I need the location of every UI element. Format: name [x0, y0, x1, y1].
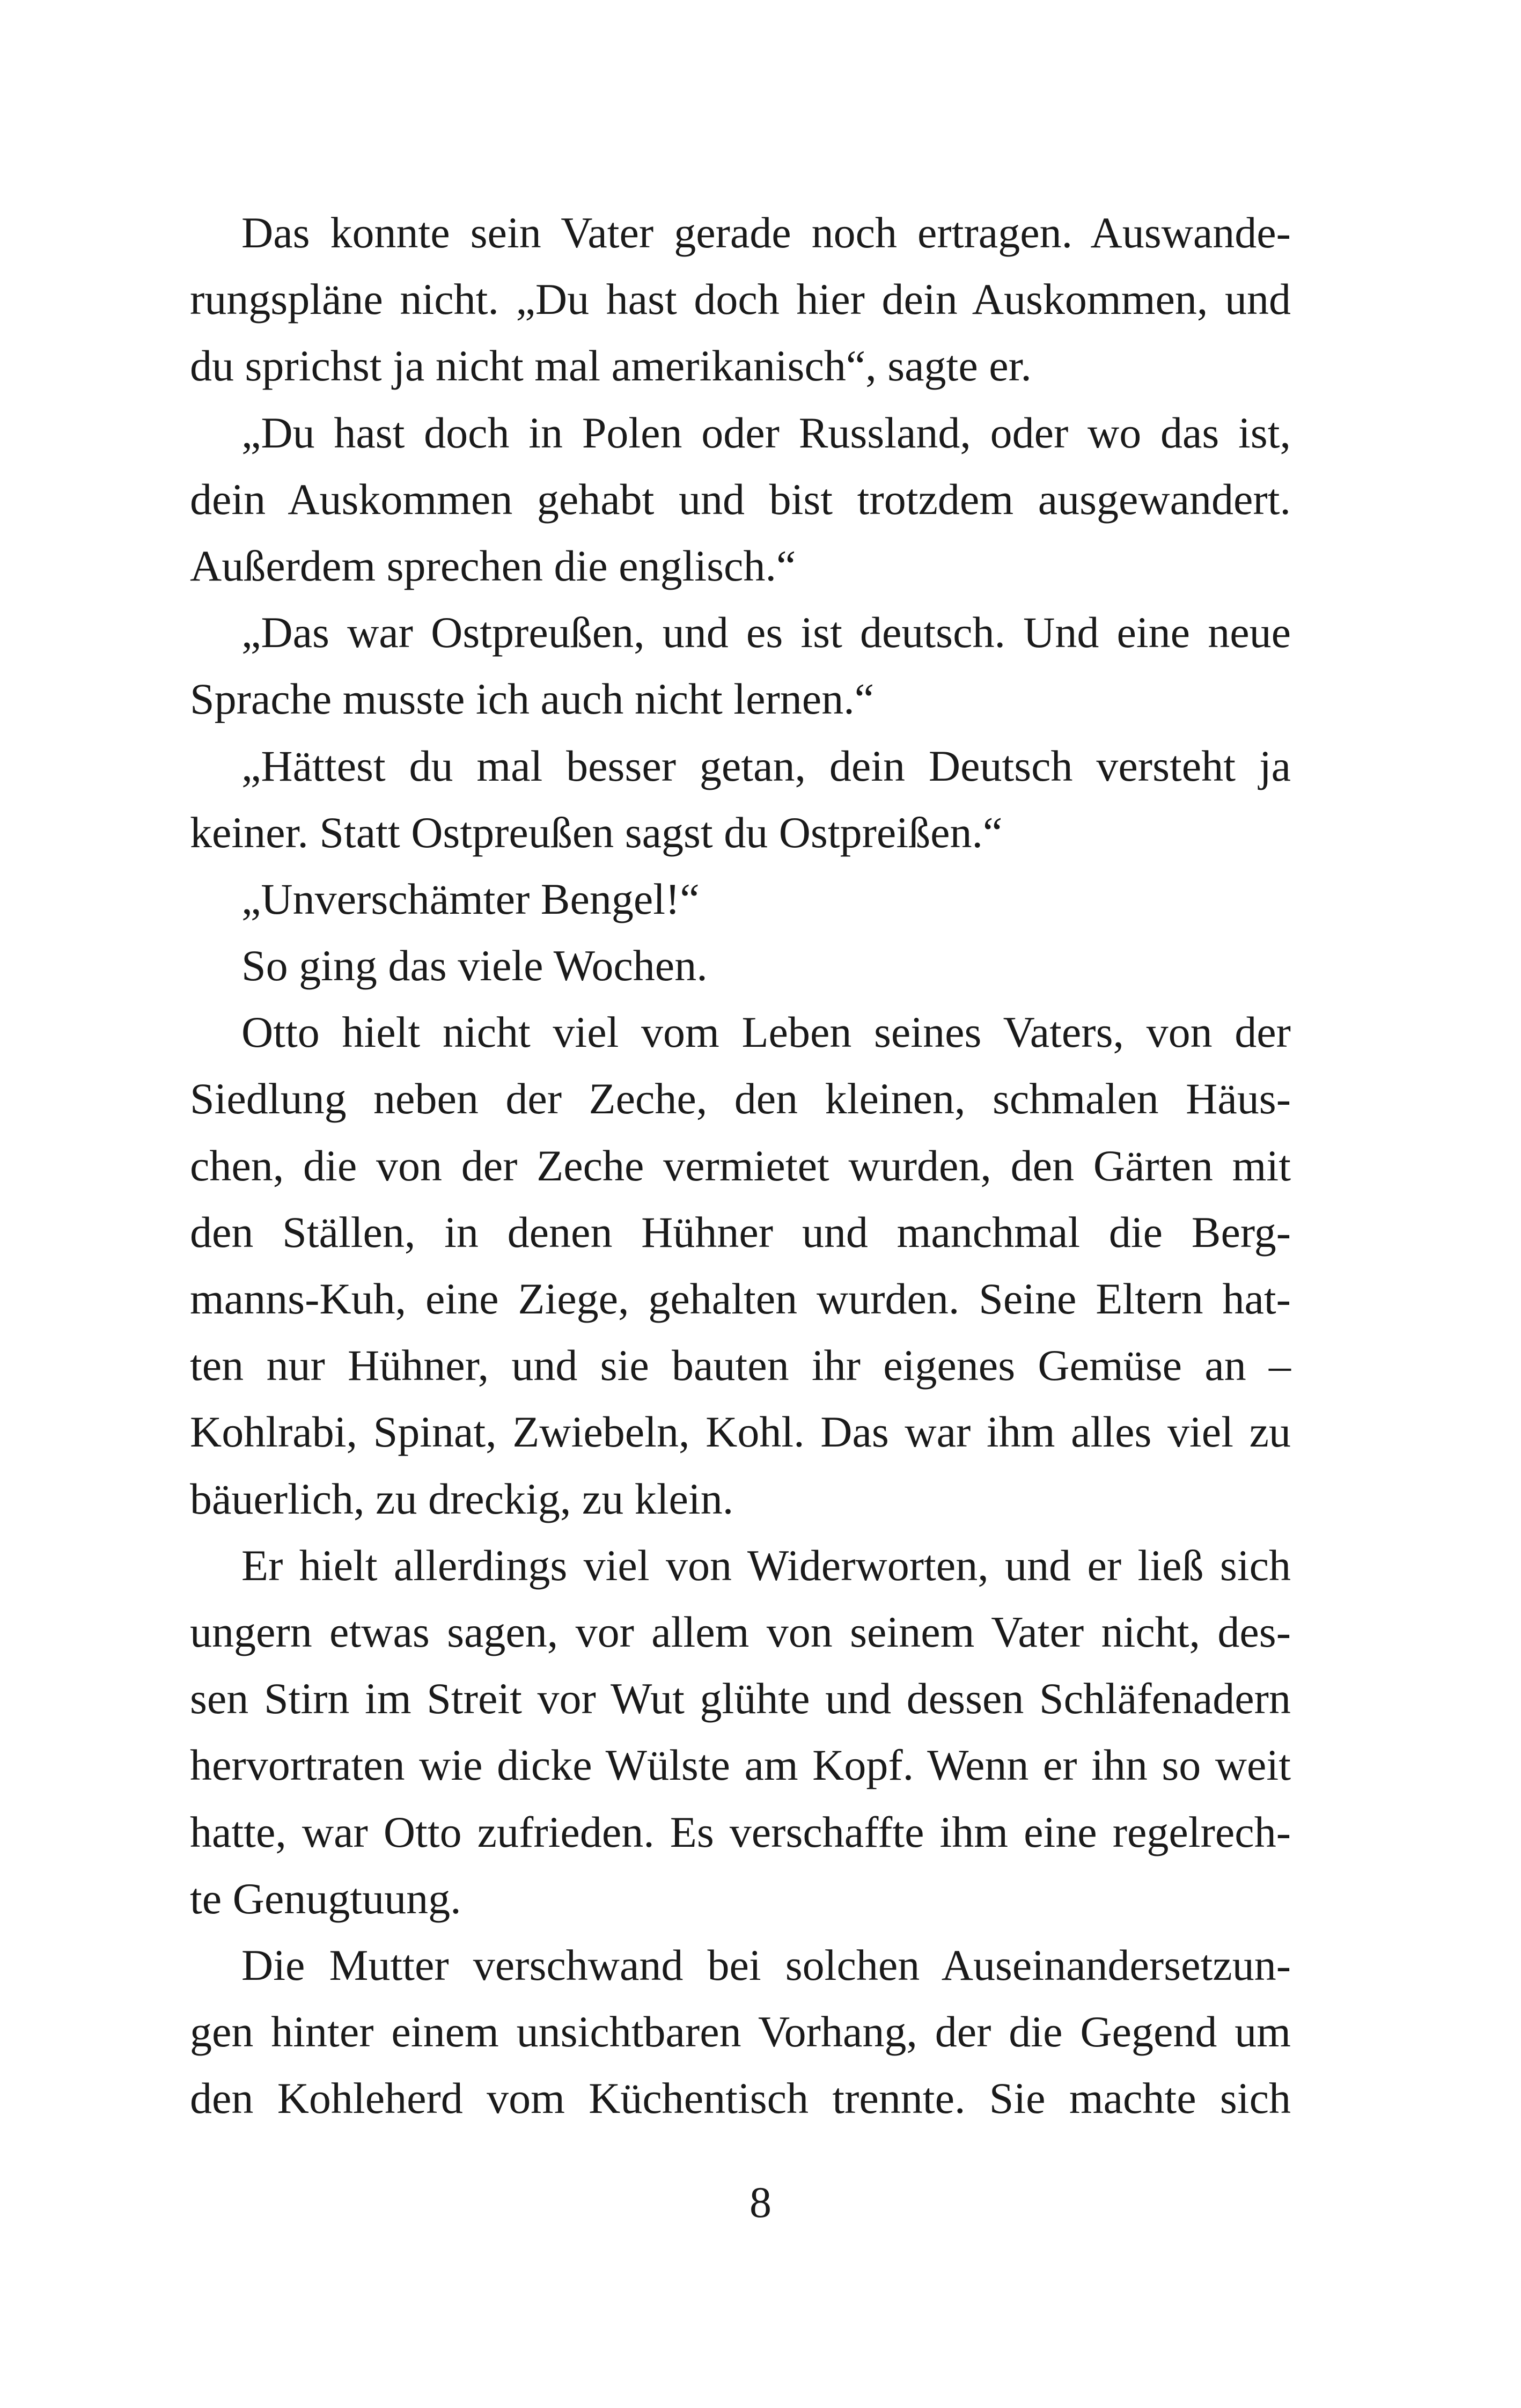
text-line: keiner. Statt Ostpreußen sagst du Ostpreißen.“ — [190, 807, 1003, 857]
text-line: sen Stirn im Streit vor Wut glühte und dessen Schläfenadern — [190, 1674, 1291, 1723]
text-line: ungern etwas sagen, vor allem von seinem Vater nicht, des- — [190, 1607, 1291, 1656]
text-line: ten nur Hühner, und sie bauten ihr eigenes Gemüse an – — [190, 1341, 1291, 1390]
text-line: Kohlrabi, Spinat, Zwiebeln, Kohl. Das war ihm alles viel zu — [190, 1407, 1291, 1457]
text-line: te Genugtuung. — [190, 1874, 461, 1923]
text-line: Das konnte sein Vater gerade noch ertragen. Auswande- — [241, 208, 1291, 257]
text-line: Siedlung neben der Zeche, den kleinen, schmalen Häus- — [190, 1074, 1291, 1124]
text-line: Otto hielt nicht viel vom Leben seines Vaters, von der — [241, 1008, 1291, 1057]
text-line: rungspläne nicht. „Du hast doch hier dein Auskommen, und — [190, 275, 1291, 324]
body-text — [190, 200, 1291, 2132]
text-line: Er hielt allerdings viel von Widerworten, und er ließ sich — [241, 1540, 1291, 1590]
text-line: hatte, war Otto zufrieden. Es verschaffte ihm eine regelrech- — [190, 1807, 1291, 1856]
text-line: „Unverschämter Bengel!“ — [241, 874, 700, 923]
text-line: du sprichst ja nicht mal amerikanisch“, sagte er. — [190, 341, 1032, 391]
text-line: „Du hast doch in Polen oder Russland, oder wo das ist, — [241, 408, 1291, 457]
text-line: Außerdem sprechen die englisch.“ — [190, 541, 796, 590]
text-line: „Das war Ostpreußen, und es ist deutsch. Und eine neue — [241, 608, 1291, 657]
text-line: hervortraten wie dicke Wülste am Kopf. Wenn er ihn so weit — [190, 1741, 1291, 1790]
text-line: „Hättest du mal besser getan, dein Deutsch versteht ja — [241, 741, 1291, 790]
page-number: 8 — [750, 2178, 771, 2227]
text-line: manns-Kuh, eine Ziege, gehalten wurden. Seine Eltern hat- — [190, 1274, 1291, 1323]
text-line: den Kohleherd vom Küchentisch trennte. Sie machte sich — [190, 2074, 1291, 2123]
text-line: Die Mutter verschwand bei solchen Auseinandersetzun- — [241, 1940, 1291, 1989]
text-line: Sprache musste ich auch nicht lernen.“ — [190, 674, 875, 724]
text-line: bäuerlich, zu dreckig, zu klein. — [190, 1474, 734, 1523]
text-line: den Ställen, in denen Hühner und manchmal die Berg- — [190, 1207, 1291, 1257]
text-line: chen, die von der Zeche vermietet wurden, den Gärten mit — [190, 1141, 1291, 1190]
text-line: So ging das viele Wochen. — [241, 941, 708, 990]
text-line: dein Auskommen gehabt und bist trotzdem ausgewandert. — [190, 474, 1291, 524]
text-line: gen hinter einem unsichtbaren Vorhang, der die Gegend um — [190, 2007, 1291, 2057]
